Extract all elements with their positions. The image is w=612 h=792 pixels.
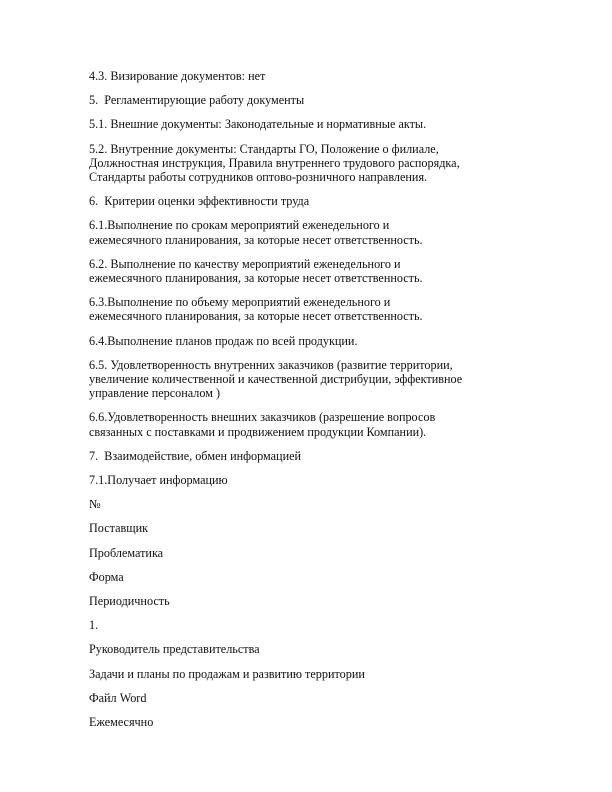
table-header-problem: Проблематика <box>89 545 164 560</box>
paragraph-6-3: 6.3.Выполнение по объему мероприятий еженедельного и ежемесячного планирования, за которые несет ответственность. <box>89 295 423 324</box>
paragraph-6-4: 6.4.Выполнение планов продаж по всей продукции. <box>89 333 358 348</box>
section-heading-7: 7. Взаимодействие, обмен информацией <box>89 448 302 463</box>
section-heading-5: 5. Регламентирующие работу документы <box>89 93 305 108</box>
paragraph-7-1: 7.1.Получает информацию <box>89 473 228 488</box>
table-cell-periodicity: Ежемесячно <box>89 715 154 730</box>
paragraph-5-1: 5.1. Внешние документы: Законодательные и нормативные акты. <box>89 117 427 132</box>
paragraph-5-2: 5.2. Внутренние документы: Стандарты ГО, Положение о филиале, Должностная инструкция, Правила внутреннего трудового распорядка, Стандарты работы сотрудников оптово-розничного направления. <box>89 141 460 185</box>
table-header-supplier: Поставщик <box>89 521 149 536</box>
table-header-form: Форма <box>89 569 124 584</box>
table-header-periodicity: Периодичность <box>89 594 170 609</box>
paragraph-6-2: 6.2. Выполнение по качеству мероприятий еженедельного и ежемесячного планирования, за которые несет ответственность. <box>89 256 423 286</box>
table-cell-form: Файл Word <box>89 690 147 705</box>
table-cell-number: 1. <box>89 618 99 633</box>
section-heading-6: 6. Критерии оценки эффективности труда <box>89 194 310 209</box>
paragraph-visa: 4.3. Визирование документов: нет <box>89 69 266 83</box>
table-cell-supplier: Руководитель представительства <box>89 642 260 657</box>
paragraph-6-6: 6.6.Удовлетворенность внешних заказчиков (разрешение вопросов связанных с поставками и продвижением продукции Компании). <box>89 410 436 439</box>
paragraph-6-1: 6.1.Выполнение по срокам мероприятий еженедельного и ежемесячного планирования, за которые несет ответственность. <box>89 218 423 247</box>
table-header-number: № <box>89 497 101 512</box>
document-body <box>89 69 529 739</box>
paragraph-6-5: 6.5. Удовлетворенность внутренних заказчиков (развитие территории, увеличение количественной и качественной дистрибуции, эффективное управление персоналом ) <box>89 357 463 401</box>
table-cell-problem: Задачи и планы по продажам и развитию территории <box>89 666 365 681</box>
